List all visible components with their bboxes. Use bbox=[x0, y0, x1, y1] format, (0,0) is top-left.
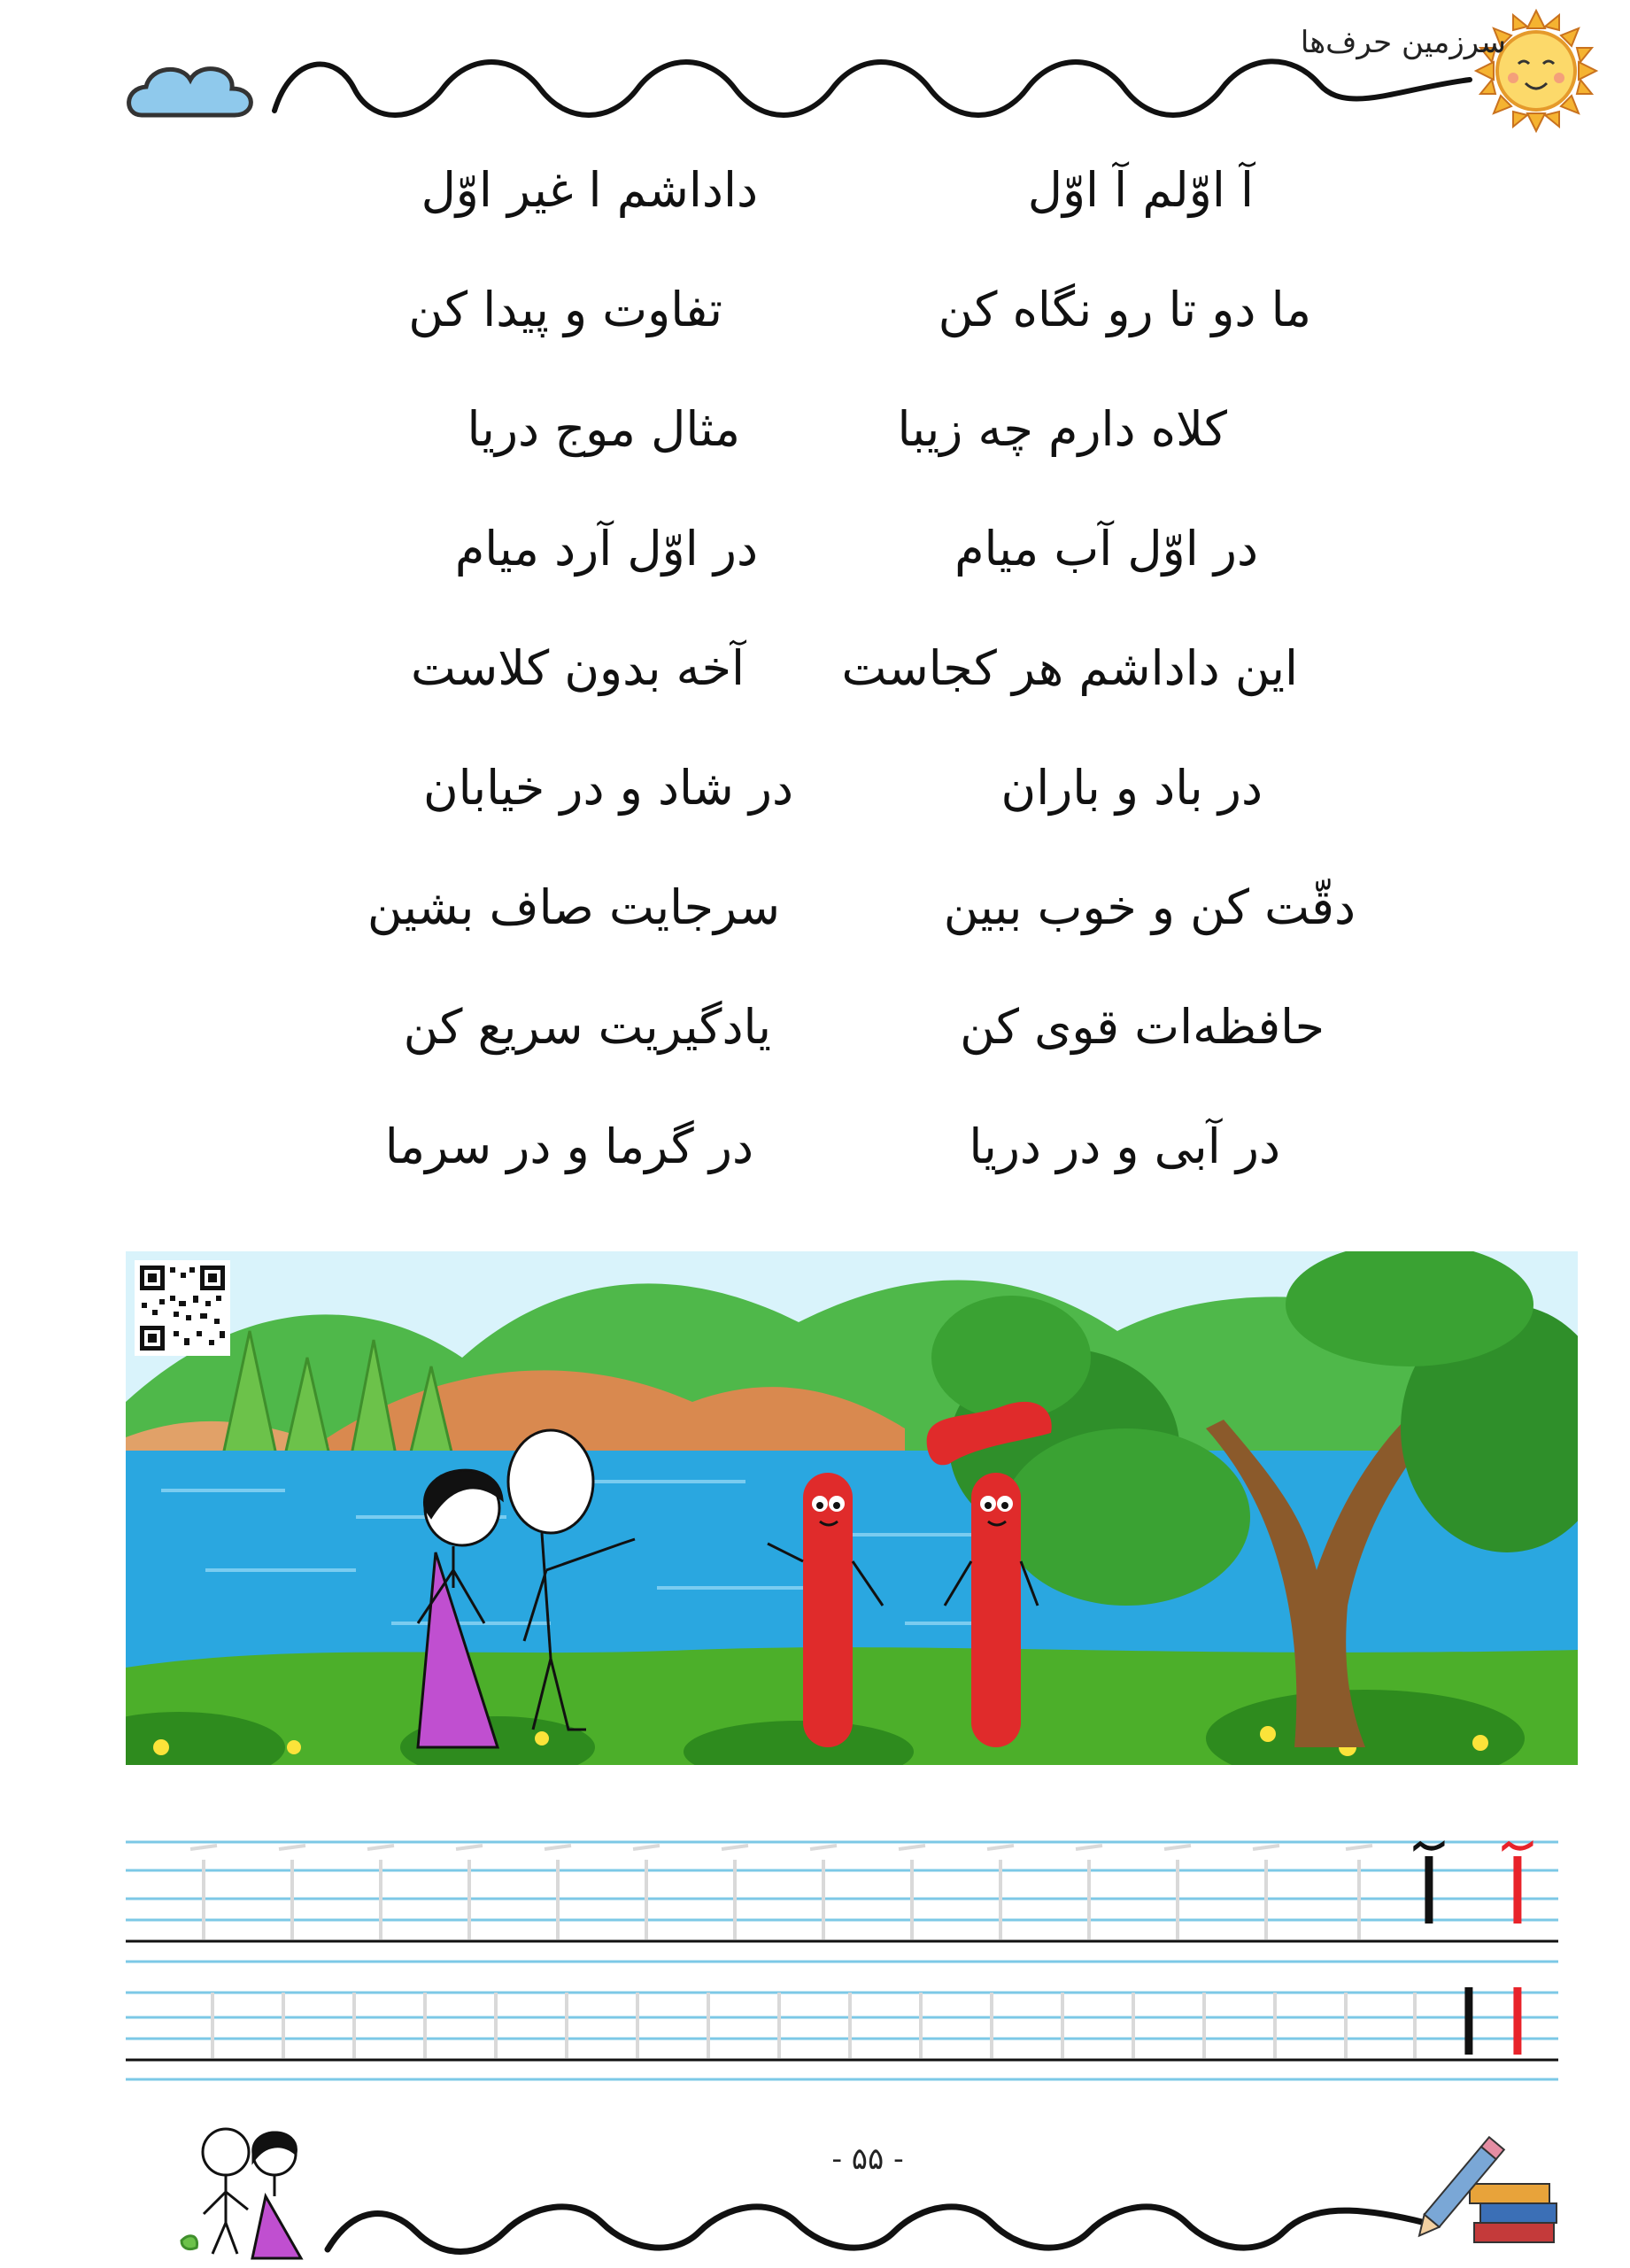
footer-decoration bbox=[0, 2108, 1630, 2268]
poem-line-left-4: در اوّل آرد میام bbox=[454, 521, 758, 577]
poem-line-right-8: حافظه‌ات قوی کن bbox=[960, 999, 1325, 1055]
header-wavy-line bbox=[274, 61, 1470, 115]
poem-line-right-9: در آبی و در دریا bbox=[969, 1119, 1280, 1174]
illustration bbox=[126, 1251, 1578, 1765]
practice-letter-alef-madda-red: آ bbox=[1505, 1841, 1530, 1945]
trace-guides-row-1 bbox=[190, 1846, 1372, 1939]
qr-code-icon bbox=[135, 1260, 230, 1356]
poem-line-left-9: در گرما و در سرما bbox=[384, 1119, 753, 1174]
poem-line-left-3: مثال موج دریا bbox=[467, 401, 740, 457]
poem-line-right-3: کلاه دارم چه زیبا bbox=[897, 401, 1227, 457]
poem-line-right-5: این داداشم هر کجاست bbox=[841, 640, 1298, 696]
trace-guides-row-2 bbox=[212, 1993, 1415, 2058]
practice-letter-alef-black: ا bbox=[1456, 1972, 1481, 2076]
poem-line-right-1: آ اوّلم آ اوّل bbox=[1027, 162, 1254, 218]
poem-line-left-6: در شاد و در خیابان bbox=[423, 760, 793, 816]
poem-line-right-2: ما دو تا رو نگاه کن bbox=[938, 282, 1311, 337]
practice-guide-lines-1 bbox=[126, 1842, 1558, 1962]
poem-line-right-4: در اوّل آب میام bbox=[954, 521, 1258, 577]
kids-icon bbox=[182, 2129, 301, 2258]
books-pencil-icon bbox=[1412, 2137, 1557, 2242]
practice-letter-alef-red: ا bbox=[1505, 1972, 1530, 2076]
poem-line-right-7: دقّت کن و خوب ببین bbox=[943, 879, 1356, 935]
page-number: - ۵۵ - bbox=[831, 2141, 904, 2177]
book-title: سرزمین حرف‌ها bbox=[1300, 25, 1506, 60]
handwriting-practice bbox=[0, 1807, 1630, 2099]
poem-line-right-6: در باد و باران bbox=[1000, 760, 1263, 816]
poem-line-left-5: آخه بدون کلاست bbox=[411, 640, 745, 696]
poem-line-left-7: سرجایت صاف بشین bbox=[367, 879, 780, 935]
footer-wavy-line bbox=[328, 2207, 1425, 2252]
header-decoration bbox=[0, 0, 1630, 151]
poem-line-left-1: داداشم ا غیر اوّل bbox=[421, 162, 758, 218]
poem-line-left-8: یادگیریت سریع کن bbox=[403, 999, 771, 1055]
practice-guide-lines-2 bbox=[126, 1993, 1558, 2079]
poem-line-left-2: تفاوت و پیدا کن bbox=[408, 282, 722, 337]
cloud-icon bbox=[129, 69, 251, 115]
practice-letter-alef-madda-black: آ bbox=[1417, 1841, 1441, 1945]
